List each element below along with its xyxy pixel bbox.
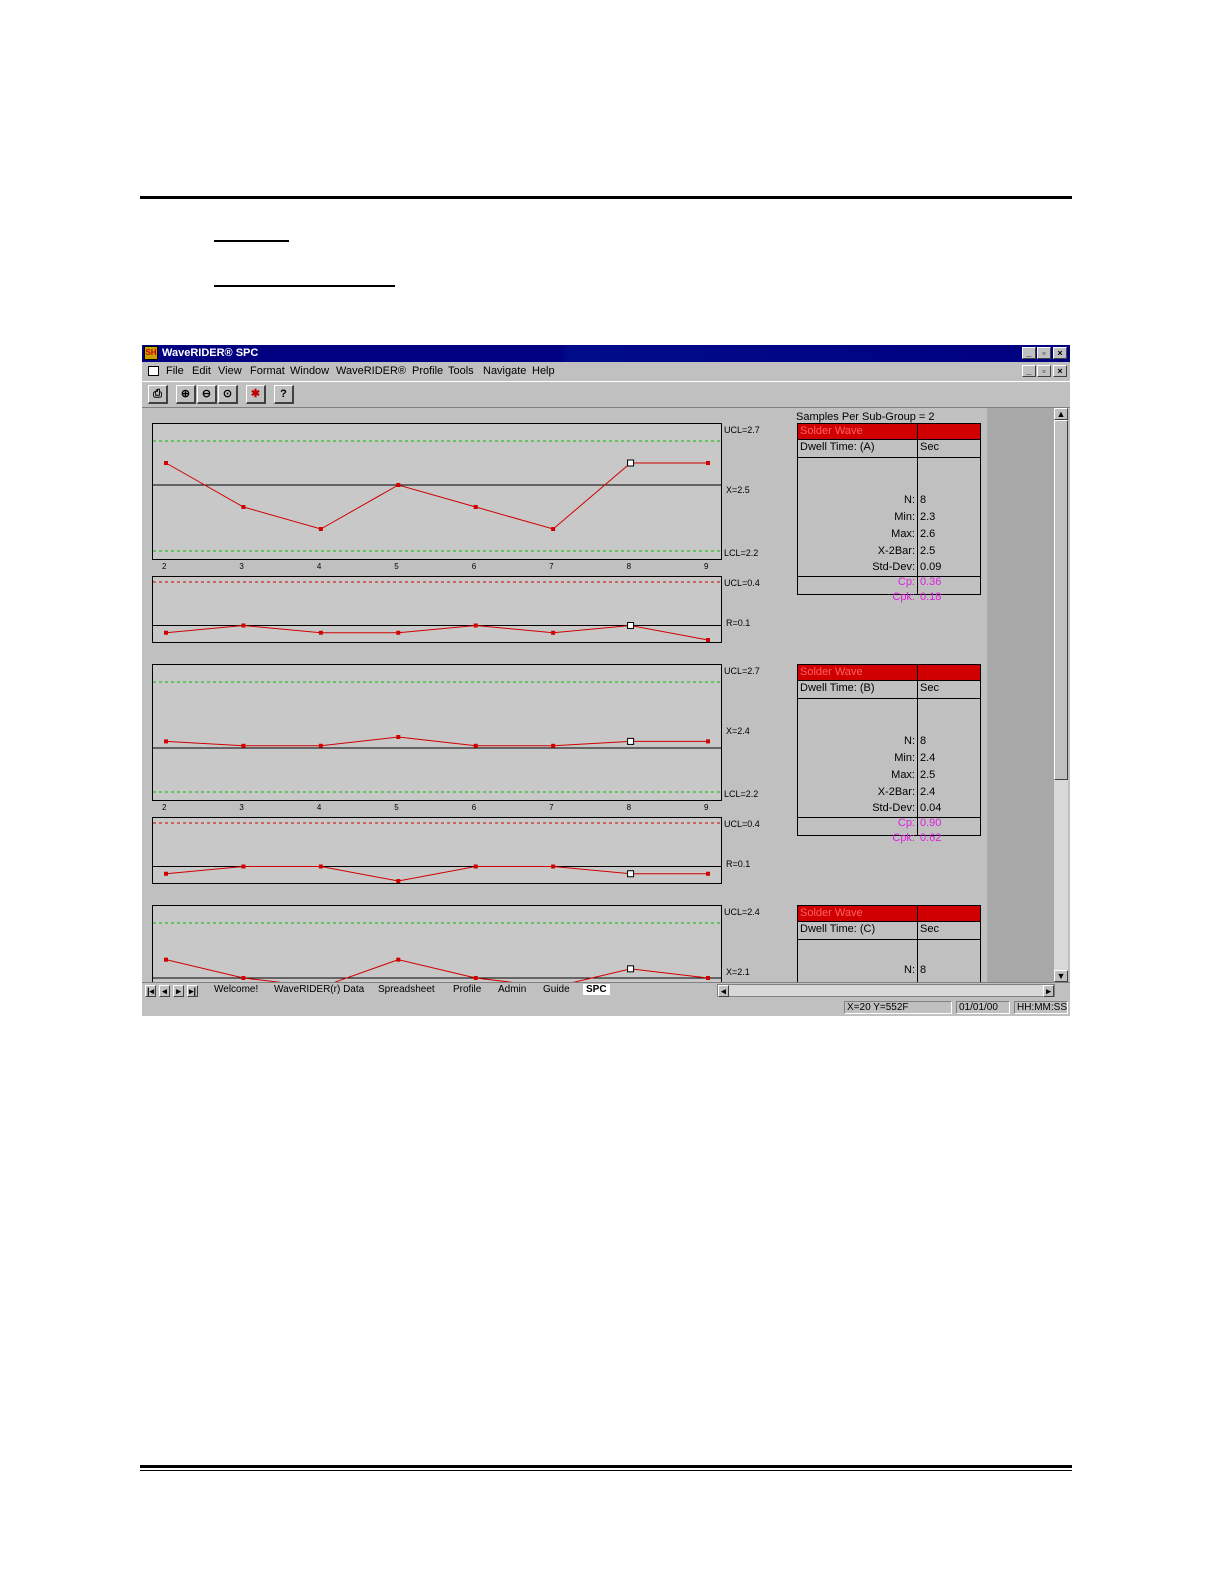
stats-a-header	[798, 424, 980, 440]
xbar-a-ucl-label: UCL=2.7	[724, 425, 760, 435]
xbar-c-point	[706, 976, 710, 980]
tab-admin[interactable]: Admin	[498, 984, 527, 995]
xbar-b-point	[706, 739, 710, 743]
stats-c-header-divider	[917, 906, 918, 921]
stats-c-param-divider	[917, 922, 918, 939]
status-coords: X=20 Y=552F	[844, 1001, 952, 1014]
range-b-point	[551, 865, 555, 869]
scroll-left-icon[interactable]: ◂	[718, 985, 729, 997]
stats-b-param: Dwell Time: (B)	[800, 682, 875, 694]
label-x2bar: X-2Bar:	[877, 786, 915, 798]
x-tick-label: 5	[394, 803, 399, 812]
window-title: WaveRIDER® SPC	[162, 347, 259, 359]
label-cpk: Cpk:	[892, 591, 915, 603]
range-a-point-selected	[628, 623, 634, 629]
stats-b-values	[798, 699, 980, 818]
range-b-point-selected	[628, 871, 634, 877]
range-chart-a-svg	[153, 577, 721, 642]
xbar-c-point	[241, 976, 245, 980]
x-tick-label: 3	[239, 803, 244, 812]
xbar-a-point	[474, 505, 478, 509]
xbar-b-point	[164, 739, 168, 743]
value-cpk: 0.18	[920, 591, 942, 603]
stats-b-unit: Sec	[920, 682, 939, 694]
range-a-point	[319, 631, 323, 635]
range-b-series-line	[166, 867, 708, 882]
range-b-point	[396, 879, 400, 883]
tab-first-icon[interactable]: |◂	[146, 986, 155, 996]
stats-c-unit: Sec	[920, 923, 939, 935]
stats-b-process: Solder Wave	[800, 666, 863, 678]
value-max: 2.5	[920, 769, 936, 781]
menu-tools[interactable]: Tools	[448, 365, 474, 377]
value-cp: 0.36	[920, 576, 942, 588]
stats-a-param: Dwell Time: (A)	[800, 441, 875, 453]
spc-client-area	[144, 408, 1054, 982]
stats-c-process: Solder Wave	[800, 907, 863, 919]
range-a-point	[241, 624, 245, 628]
zoom-in-icon[interactable]: ⊕	[176, 385, 196, 404]
tab-spreadsheet[interactable]: Spreadsheet	[378, 984, 435, 995]
child-minimize-icon[interactable]: _	[1022, 365, 1036, 377]
vertical-scrollbar[interactable]	[1054, 408, 1068, 982]
stats-a-param-row	[798, 440, 980, 458]
title-bar	[142, 345, 1070, 362]
x-tick-label: 9	[704, 803, 709, 812]
range-b-point	[164, 872, 168, 876]
stats-b-header	[798, 665, 980, 681]
xbar-a-point	[551, 527, 555, 531]
xbar-b-center-label: X=2.4	[726, 726, 750, 736]
tab-spc[interactable]: SPC	[583, 984, 610, 995]
xbar-a-center-label: X=2.5	[726, 485, 750, 495]
x-tick-label: 8	[626, 803, 632, 812]
stats-a-unit: Sec	[920, 441, 939, 453]
bottom-rule-thick	[140, 1465, 1072, 1468]
range-a-point	[164, 631, 168, 635]
menu-view[interactable]: View	[218, 365, 242, 377]
xbar-a-point	[706, 461, 710, 465]
xbar-b-point-selected	[628, 738, 634, 744]
menu-profile[interactable]: Profile	[412, 365, 444, 377]
range-a-center-label: R=0.1	[726, 618, 751, 628]
x-ticks-a	[152, 562, 722, 572]
child-restore-icon[interactable]: ▫	[1037, 365, 1051, 377]
label-min: Min:	[894, 511, 915, 523]
bottom-rule-thin	[140, 1470, 1072, 1471]
xbar-c-ucl-label: UCL=2.4	[724, 907, 760, 917]
range-chart-a	[152, 576, 722, 643]
menu-window[interactable]: Window	[290, 365, 330, 377]
toolbar	[142, 381, 1070, 408]
xbar-c-point	[474, 976, 478, 980]
stats-c-param: Dwell Time: (C)	[800, 923, 876, 935]
label-stddev: Std-Dev:	[872, 802, 915, 814]
xbar-a-series-line	[166, 463, 708, 529]
stats-a-header-divider	[917, 424, 918, 439]
value-cp: 0.90	[920, 817, 942, 829]
label-n: N:	[904, 494, 915, 506]
document-icon[interactable]	[148, 366, 159, 376]
value-n: 8	[920, 735, 927, 747]
label-cp: Cp:	[897, 576, 915, 588]
xbar-b-point	[551, 744, 555, 748]
menu-format[interactable]: Format	[250, 365, 285, 377]
x-tick-label: 3	[239, 562, 244, 571]
stats-a-param-divider	[917, 440, 918, 457]
xbar-chart-b-svg	[153, 665, 721, 800]
value-n: 8	[920, 964, 927, 976]
label-cp: Cp:	[897, 817, 915, 829]
xbar-b-point	[396, 735, 400, 739]
xbar-chart-a	[152, 423, 722, 560]
range-a-point	[706, 638, 710, 642]
range-chart-b	[152, 817, 722, 884]
x-tick-label: 8	[626, 562, 632, 571]
range-a-ucl-label: UCL=0.4	[724, 578, 760, 588]
status-bar	[142, 999, 1070, 1016]
range-a-point	[396, 631, 400, 635]
status-date: 01/01/00	[956, 1001, 1010, 1014]
stats-b-capability	[798, 817, 980, 844]
label-n: N:	[904, 964, 915, 976]
menu-help[interactable]: Help	[532, 365, 555, 377]
stats-a-cap-divider	[917, 577, 918, 595]
label-n: N:	[904, 735, 915, 747]
sheet-tab-bar	[142, 982, 1070, 999]
zoom-reset-icon[interactable]: ⊙	[218, 385, 238, 404]
label-max: Max:	[891, 528, 915, 540]
child-close-icon[interactable]: ×	[1053, 365, 1067, 377]
menu-file[interactable]: File	[166, 365, 184, 377]
stats-c-header	[798, 906, 980, 922]
x-tick-label: 4	[316, 562, 322, 571]
value-n: 8	[920, 494, 927, 506]
stats-panel-b	[797, 664, 981, 844]
stats-a-capability	[798, 576, 980, 603]
range-b-center-label: R=0.1	[726, 859, 751, 869]
value-min: 2.3	[920, 511, 936, 523]
range-b-point	[241, 865, 245, 869]
heading-underline-1	[214, 240, 289, 242]
stats-b-cap-divider	[917, 818, 918, 836]
stats-a-values	[798, 458, 980, 577]
x-tick-label: 9	[704, 562, 709, 571]
xbar-b-ucl-label: UCL=2.7	[724, 666, 760, 676]
range-b-point	[474, 865, 478, 869]
stats-a-process: Solder Wave	[800, 425, 863, 437]
app-logo-icon: SH	[144, 346, 158, 360]
app-window	[142, 345, 1070, 1016]
minimize-icon[interactable]: _	[1022, 347, 1036, 359]
close-icon[interactable]: ×	[1053, 347, 1067, 359]
xbar-chart-a-svg	[153, 424, 721, 559]
value-cpk: 0.62	[920, 832, 942, 844]
range-a-point	[551, 631, 555, 635]
stats-b-header-divider	[917, 665, 918, 680]
xbar-a-point	[241, 505, 245, 509]
x-tick-label: 5	[394, 562, 399, 571]
tab-waverider-data[interactable]: WaveRIDER(r) Data	[274, 984, 365, 995]
top-rule	[140, 196, 1072, 199]
value-stddev: 0.04	[920, 802, 942, 814]
xbar-c-point-selected	[628, 966, 634, 972]
zoom-out-icon[interactable]: ⊖	[197, 385, 217, 404]
x-tick-label: 2	[162, 803, 167, 812]
scroll-down-icon[interactable]: ▼	[1054, 970, 1068, 982]
scroll-thumb[interactable]	[1054, 420, 1068, 780]
value-stddev: 0.09	[920, 561, 942, 573]
tab-prev-icon[interactable]: ◂	[159, 985, 170, 997]
xbar-b-point	[474, 744, 478, 748]
range-b-ucl-label: UCL=0.4	[724, 819, 760, 829]
bug-icon[interactable]: ✱	[246, 385, 266, 404]
x-tick-label: 2	[162, 562, 167, 571]
menu-waverider[interactable]: WaveRIDER®	[336, 365, 407, 377]
value-max: 2.6	[920, 528, 936, 540]
status-time: HH:MM:SS	[1014, 1001, 1068, 1014]
restore-icon[interactable]: ▫	[1037, 347, 1051, 359]
tab-next-icon[interactable]: ▸	[173, 985, 184, 997]
x-ticks-b	[152, 803, 722, 813]
xbar-b-point	[319, 744, 323, 748]
xbar-a-lcl-label: LCL=2.2	[724, 548, 759, 558]
menu-bar	[142, 362, 1070, 381]
value-x2bar: 2.5	[920, 545, 936, 557]
stats-b-values-divider	[917, 699, 918, 817]
print-icon[interactable]: ⎙	[148, 385, 168, 404]
help-icon[interactable]: ?	[274, 385, 294, 404]
stats-panel-a	[797, 423, 981, 603]
xbar-b-point	[241, 744, 245, 748]
range-b-point	[319, 865, 323, 869]
xbar-b-series-line	[166, 737, 708, 746]
menu-navigate[interactable]: Navigate	[483, 365, 527, 377]
stats-b-param-row	[798, 681, 980, 699]
scroll-up-icon[interactable]: ▲	[1054, 408, 1068, 420]
tab-welcome[interactable]: Welcome!	[214, 984, 259, 995]
range-a-series-line	[166, 626, 708, 641]
x-tick-label: 4	[316, 803, 322, 812]
xbar-chart-b	[152, 664, 722, 801]
range-chart-b-svg	[153, 818, 721, 883]
label-cpk: Cpk:	[892, 832, 915, 844]
value-x2bar: 2.4	[920, 786, 936, 798]
xbar-a-point	[164, 461, 168, 465]
xbar-a-point	[396, 483, 400, 487]
label-min: Min:	[894, 752, 915, 764]
stats-c-param-row	[798, 922, 980, 940]
xbar-c-point	[396, 958, 400, 962]
xbar-a-point-selected	[628, 460, 634, 466]
range-b-point	[706, 872, 710, 876]
x-tick-label: 7	[549, 562, 554, 571]
label-x2bar: X-2Bar:	[877, 545, 915, 557]
x-tick-label: 7	[549, 803, 554, 812]
heading-underline-2	[214, 285, 395, 287]
right-gray-band	[987, 408, 1054, 982]
label-max: Max:	[891, 769, 915, 781]
horizontal-scrollbar[interactable]	[717, 984, 1055, 997]
x-tick-label: 6	[471, 562, 477, 571]
samples-per-subgroup: Samples Per Sub-Group = 2	[796, 411, 935, 423]
xbar-b-lcl-label: LCL=2.2	[724, 789, 759, 799]
tab-profile[interactable]: Profile	[453, 984, 482, 995]
xbar-c-point	[164, 958, 168, 962]
range-a-point	[474, 624, 478, 628]
stats-a-values-divider	[917, 458, 918, 576]
tab-last-icon[interactable]: ▸|	[188, 986, 197, 996]
x-tick-label: 6	[471, 803, 477, 812]
xbar-c-center-label: X=2.1	[726, 967, 750, 977]
value-min: 2.4	[920, 752, 936, 764]
stats-b-param-divider	[917, 681, 918, 698]
label-stddev: Std-Dev:	[872, 561, 915, 573]
menu-edit[interactable]: Edit	[192, 365, 211, 377]
xbar-a-point	[319, 527, 323, 531]
tab-guide[interactable]: Guide	[543, 984, 570, 995]
scroll-right-icon[interactable]: ▸	[1043, 985, 1054, 997]
